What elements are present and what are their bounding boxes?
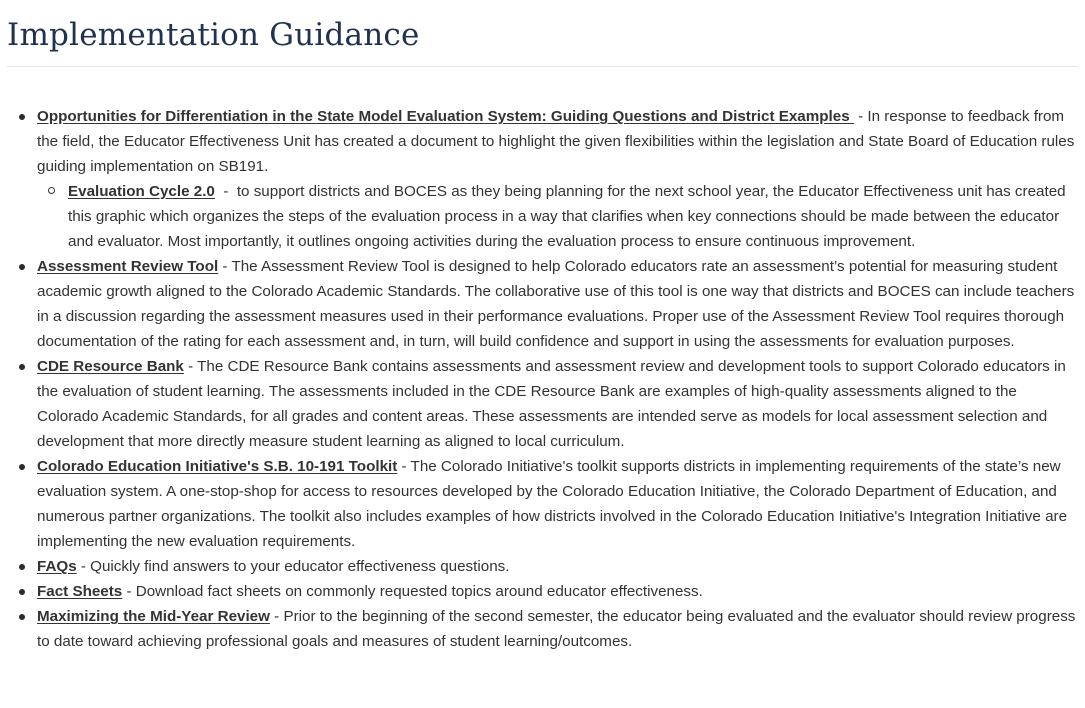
fact-sheets-link[interactable]: Fact Sheets [37,583,123,600]
sub-list [37,179,1077,254]
item-description: Download fact sheets on commonly requested topics around educator effectiveness. [135,583,703,600]
item-description: to support districts and BOCES as they being planning for the next school year, the Educator Effectiveness unit has created this graphic which organizes the steps of the evaluation process in a way that clarifies when key connections should be made between the educator and evaluator. Most importantly, it outlines ongoing activities during the evaluation process to ensure continuous improvement. [68,183,1066,250]
cei-toolkit-link[interactable]: Colorado Education Initiative's S.B. 10-191 Toolkit [37,458,398,475]
assessment-review-tool-link[interactable]: Assessment Review Tool [37,258,219,275]
differentiation-guide-link[interactable]: Opportunities for Differentiation in the State Model Evaluation System: Guiding Questions and District Examples [37,108,854,125]
resource-list [7,104,1077,654]
item-description: Quickly find answers to your educator effectiveness questions. [90,558,510,575]
list-item-differentiation [7,104,1077,254]
list-item-mid-year-review [7,604,1077,654]
faqs-link[interactable]: FAQs [37,558,77,575]
list-item-fact-sheets [7,579,1077,604]
separator: - [76,558,91,575]
cde-resource-bank-link[interactable]: CDE Resource Bank [37,358,184,375]
separator: - [269,608,284,625]
separator: - [853,108,868,125]
item-description: The Colorado Initiative's toolkit supports districts in implementing requirements of the state’s new evaluation system. A one-stop-shop for access to resources developed by the Colorado Education Initiative, the Colorado Department of Education, and numerous partner organizations. The toolkit also includes examples of how districts involved in the Colorado Education Initiative's Integration Initiative are implementing the new evaluation requirements. [37,458,1068,550]
item-description: Prior to the beginning of the second semester, the educator being evaluated and the evaluator should review progress to date toward achieving professional goals and measures of student learning/outcomes. [37,608,1076,650]
list-item-assessment-review-tool [7,254,1077,354]
list-item-cde-resource-bank [7,354,1077,454]
item-description: The Assessment Review Tool is designed to help Colorado educators rate an assessment’s potential for measuring student academic growth aligned to the Colorado Academic Standards. The collaborative use of this tool is one way that districts and BOCES can include teachers in a discussion regarding the assessment measures used in their performance evaluations. Proper use of the Assessment Review Tool requires thorough documentation of the rating for each assessment and, in turn, will build confidence and support in using the assessments for evaluation purposes. [37,258,1075,350]
separator: - [183,358,198,375]
list-item-evaluation-cycle [37,179,1077,254]
page-title: Implementation Guidance [7,17,420,53]
item-description: In response to feedback from the field, the Educator Effectiveness Unit has created a document to highlight the given flexibilities within the legislation and State Board of Education rules guiding implementation on SB191. [37,108,1075,175]
page-content [7,0,1077,650]
separator: - [122,583,136,600]
separator: - [218,258,232,275]
list-item-faqs [7,554,1077,579]
separator: - [214,183,237,200]
list-item-cei-toolkit [7,454,1077,554]
title-divider [7,66,1077,67]
evaluation-cycle-link[interactable]: Evaluation Cycle 2.0 [68,183,215,200]
item-description: The CDE Resource Bank contains assessments and assessment review and development tools to support Colorado educators in the evaluation of student learning. The assessments included in the CDE Resource Bank are examples of high-quality assessments aligned to the Colorado Academic Standards, for all grades and content areas. These assessments are intended serve as models for local assessment selection and development that more directly measure student learning as aligned to local curriculum. [37,358,1066,450]
mid-year-review-link[interactable]: Maximizing the Mid-Year Review [37,608,270,625]
separator: - [397,458,411,475]
